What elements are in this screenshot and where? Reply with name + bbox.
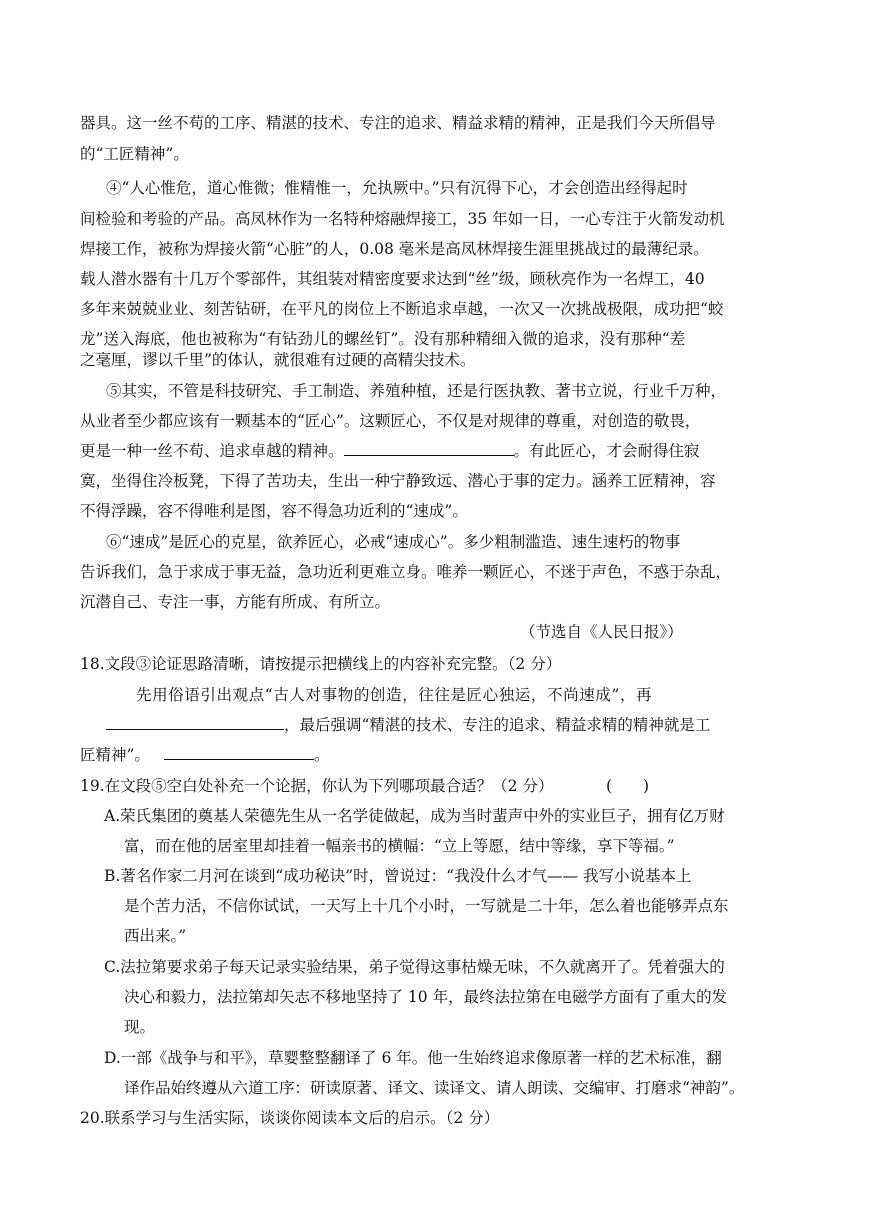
passage-line: 间检验和考验的产品。高凤林作为一名特种熔融焊接工，35 年如一日，一心专注于火箭发动机 (80, 210, 725, 228)
passage-line: ⑤其实，不管是科技研究、手工制造、养殖种植，还是行医执教、著书立说，行业千万种， (106, 382, 727, 400)
option-c[interactable]: C.法拉第要求弟子每天记录实验结果，弟子觉得这事枯燥无味，不久就离开了。凭着强大的 (104, 958, 725, 976)
passage-line: 寞，坐得住冷板凳，下得了苦功夫，生出一种宁静致远、潜心于事的定力。涵养工匠精神，容 (80, 472, 716, 490)
passage-line: 不得浮躁，容不得唯利是图，容不得急功近利的“速成”。 (80, 502, 468, 520)
question-18-stem: 18.文段③论证思路清晰，请按提示把横线上的内容补充完整。（2 分） (80, 655, 562, 673)
passage-line (80, 441, 700, 461)
question-18-line: 先用俗语引出观点“古人对事物的创造，往往是匠心独运，不尚速成”，再 (136, 686, 653, 704)
question-text: 。 (313, 746, 330, 764)
option-b-cont: 是个苦力活，不信你试试，一天写上十几个小时，一写就是二十年，怎么着也能够弄点东 (124, 897, 729, 915)
passage-line: 载人潜水器有十几万个零部件，其组装对精密度要求达到“丝”级，顾秋亮作为一名焊工，40 (80, 270, 705, 288)
answer-blank-1[interactable] (106, 715, 284, 730)
question-20-stem: 20.联系学习与生活实际，谈谈你阅读本文后的启示。（2 分） (80, 1109, 500, 1127)
passage-line: 器具。这一丝不苟的工序、精湛的技术、专注的追求、精益求精的精神，正是我们今天所倡导 (80, 114, 716, 132)
passage-text: 更是一种一丝不苟、追求卓越的精神。 (80, 442, 344, 460)
option-a-cont: 富，而在他的居室里却挂着一幅亲书的横幅：“立上等愿，结中等缘，享下等福。” (124, 837, 675, 855)
passage-line: 告诉我们，急于求成于事无益，急功近利更难立身。唯养一颗匠心，不迷于声色，不惑于杂乱， (80, 563, 732, 581)
passage-line: 之毫厘，谬以千里”的体认，就很难有过硬的高精尖技术。 (80, 351, 476, 369)
question-18-line (80, 745, 329, 765)
answer-paren[interactable]: ( ) (606, 777, 650, 795)
question-18-line (106, 715, 710, 735)
passage-line: ④“人心惟危，道心惟微；惟精惟一，允执厥中。”只有沉得下心，才会创造出经得起时 (106, 179, 688, 197)
option-c-cont: 现。 (124, 1018, 156, 1036)
passage-line: ⑥“速成”是匠心的克星，欲养匠心，必戒“速成心”。多少粗制滥造、速生速朽的物事 (106, 533, 681, 551)
fill-blank[interactable] (344, 441, 514, 456)
passage-line: 从业者至少都应该有一颗基本的“匠心”。这颗匠心，不仅是对规律的尊重，对创造的敬畏， (80, 412, 701, 430)
option-c-cont: 决心和毅力，法拉第却矢志不移地坚持了 10 年，最终法拉第在电磁学方面有了重大的发 (124, 988, 728, 1006)
option-b-cont: 西出来。” (124, 927, 187, 945)
question-19-stem: 19.在文段⑤空白处补充一个论据，你认为下列哪项最合适？（2 分） (80, 777, 554, 795)
question-text: 匠精神”。 (80, 746, 150, 764)
source-citation: （节选自《人民日报》） (520, 623, 683, 641)
option-b[interactable]: B.著名作家二月河在谈到“成功秘诀”时，曾说过：“我没什么才气—— 我写小说基本上 (104, 867, 692, 885)
option-d-cont: 译作品始终遵从六道工序：研读原著、译文、读译文、请人朗读、交编审、打磨求“神韵”。 (124, 1079, 745, 1097)
passage-line: 沉潜自己、专注一事，方能有所成、有所立。 (80, 593, 391, 611)
option-d[interactable]: D.一部《战争与和平》，草婴整整翻译了 6 年。他一生始终追求像原著一样的艺术标准，翻 (104, 1049, 722, 1067)
passage-line: 的“工匠精神”。 (80, 145, 189, 163)
passage-text: 。有此匠心，才会耐得住寂 (513, 442, 700, 460)
answer-blank-2[interactable] (164, 745, 314, 760)
passage-line: 龙”送入海底，他也被称为“有钻劲儿的螺丝钉”。没有那种精细入微的追求，没有那种“差 (80, 330, 686, 348)
question-text: ，最后强调“精湛的技术、专注的追求、精益求精的精神就是工 (284, 716, 711, 734)
passage-line: 多年来兢兢业业、刻苦钻研，在平凡的岗位上不断追求卓越，一次又一次挑战极限，成功把“蛟 (80, 300, 724, 318)
option-a[interactable]: A.荣氏集团的奠基人荣德先生从一名学徒做起，成为当时蜚声中外的实业巨子，拥有亿万财 (104, 807, 725, 825)
passage-line: 焊接工作，被称为焊接火箭“心脏”的人，0.08 毫米是高凤林焊接生涯里挑战过的最薄纪录。 (80, 240, 709, 258)
